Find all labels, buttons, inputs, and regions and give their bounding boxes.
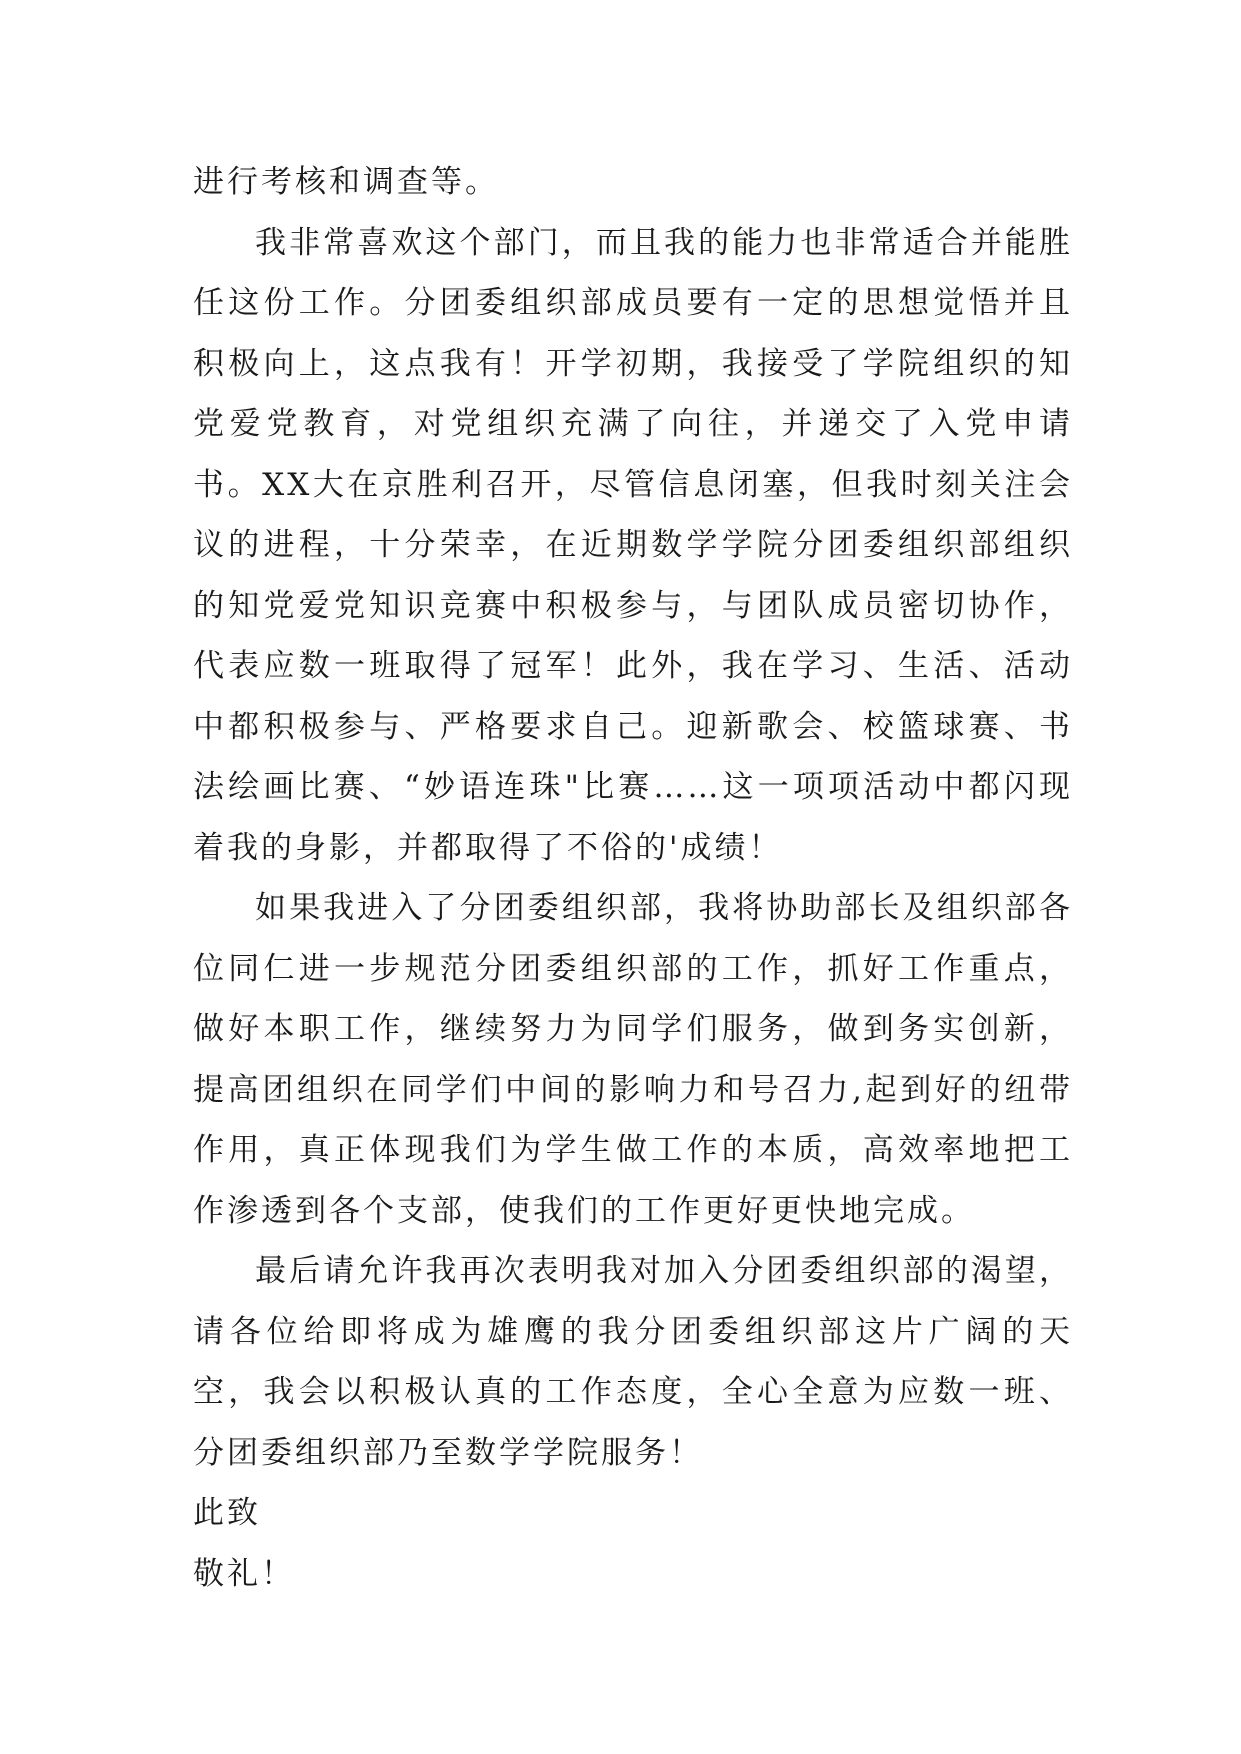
closing-salutation: 此致 <box>193 1495 261 1531</box>
paragraph-continuation: 进行考核和调查等。 <box>193 164 499 200</box>
paragraph-conclusion: 最后请允许我再次表明我对加入分团委组织部的渴望，请各位给即将成为雄鹰的我分团委组织部这片广阔的天空，我会以积极认真的工作态度，全心全意为应数一班、分团委组织部乃至数学学院服务！ <box>193 1253 1073 1471</box>
closing-regards: 敬礼！ <box>193 1555 295 1592</box>
paragraph-self-introduction: 我非常喜欢这个部门，而且我的能力也非常适合并能胜任这份工作。分团委组织部成员要有一定的思想觉悟并且积极向上，这点我有！开学初期，我接受了学院组织的知党爱党教育，对党组织充满了向往，并递交了入党申请书。XX大在京胜利召开，尽管信息闭塞，但我时刻关注会议的进程，十分荣幸，在近期数学学院分团委组织部组织的知党爱党知识竞赛中积极参与，与团队成员密切协作，代表应数一班取得了冠军！此外，我在学习、生活、活动中都积极参与、严格要求自己。迎新歌会、校篮球赛、书法绘画比赛、“妙语连珠"比赛……这一项项活动中都闪现着我的身影，并都取得了不俗的'成绩！ <box>193 224 1073 866</box>
letter-body <box>193 152 1073 1604</box>
paragraph-plans: 如果我进入了分团委组织部，我将协助部长及组织部各位同仁进一步规范分团委组织部的工作，抓好工作重点，做好本职工作，继续努力为同学们服务，做到务实创新，提高团组织在同学们中间的影响力和号召力,起到好的纽带作用，真正体现我们为学生做工作的本质，高效率地把工作渗透到各个支部，使我们的工作更好更快地完成。 <box>193 890 1073 1229</box>
